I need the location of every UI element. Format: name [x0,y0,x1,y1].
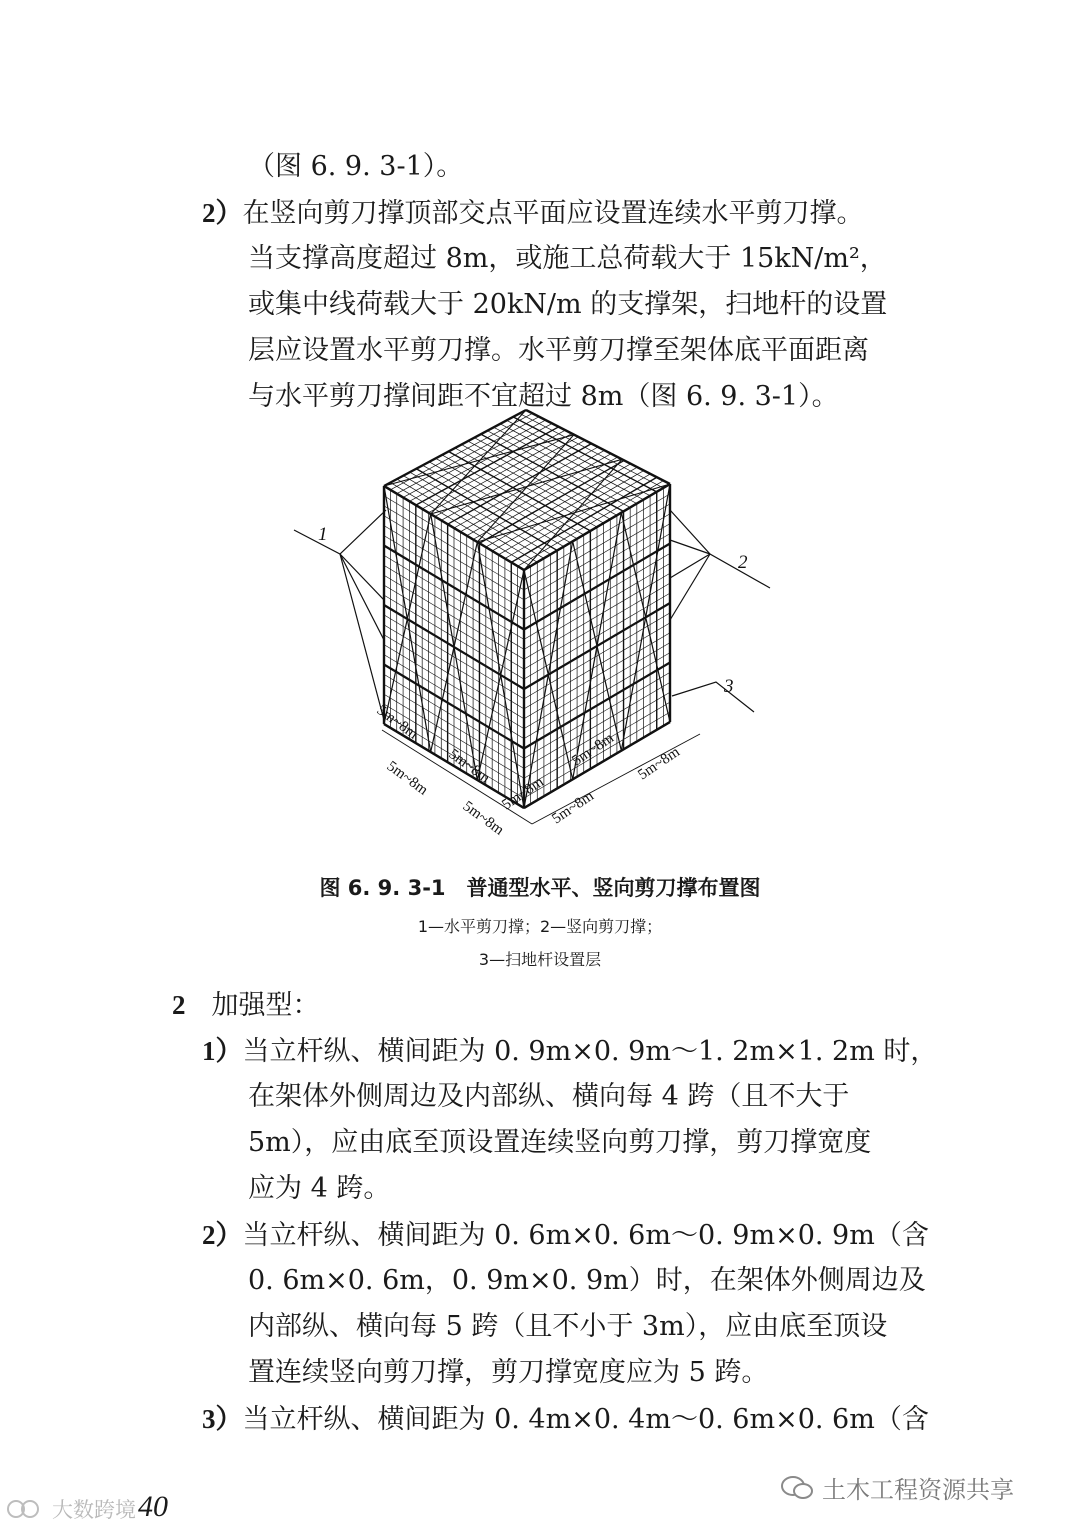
dim-label: 5m~8m [499,774,547,814]
label-1: 1 [318,524,328,545]
watermark-logo: 大数跨境 [6,1494,136,1524]
text-line: 当支撑高度超过 8m，或施工总荷载大于 15kN/m²， [248,243,887,274]
dim-label: 5m~8m [549,788,597,828]
item-number: 2） [202,1220,243,1250]
text-line: 或集中线荷载大于 20kN/m 的支撑架，扫地杆的设置 [248,289,888,320]
item-number: 1） [202,1036,243,1066]
text-line: 层应设置水平剪刀撑。水平剪刀撑至架体底平面距离 [248,335,869,366]
label-2: 2 [738,552,748,573]
figure-legend-line: 3—扫地杆设置层 [478,950,602,969]
text-line: 在架体外侧周边及内部纵、横向每 4 跨（且不大于 [248,1081,850,1112]
list-item-2: 2）当立杆纵、横间距为 0. 6m×0. 6m～0. 9m×0. 9m（含 [202,1220,929,1251]
watermark: 土木工程资源共享 [780,1470,1014,1505]
text-line: 应为 4 跨。 [248,1173,391,1204]
page-number: 40 [138,1490,168,1523]
figure-caption: 图 6. 9. 3-1 普通型水平、竖向剪刀撑布置图 [319,876,761,900]
wechat-icon [780,1474,814,1502]
item-number: 2） [202,198,243,228]
scaffold-diagram [280,400,800,850]
dim-label: 5m~8m [459,798,507,839]
dim-label: 5m~8m [445,746,493,787]
figure-legend-line: 1—水平剪刀撑；2—竖向剪刀撑； [417,917,663,936]
list-item-3: 3）当立杆纵、横间距为 0. 4m×0. 4m～0. 6m×0. 6m（含 [202,1404,929,1435]
text-line: 与水平剪刀撑间距不宜超过 8m（图 6. 9. 3-1）。 [248,381,839,412]
list-item-1: 1）当立杆纵、横间距为 0. 9m×0. 9m～1. 2m×1. 2m 时， [202,1036,938,1067]
text-line: （图 6. 9. 3-1）。 [248,151,464,182]
text-line: 5m），应由底至顶设置连续竖向剪刀撑，剪刀撑宽度 [248,1127,872,1158]
dim-label: 5m~8m [373,702,421,743]
item-number: 3） [202,1404,243,1434]
label-3: 3 [724,676,734,697]
dim-label: 5m~8m [569,730,617,770]
text-line: 内部纵、横向每 5 跨（且不小于 3m），应由底至顶设 [248,1311,888,1342]
brand-logo-icon [6,1498,46,1520]
dim-label: 5m~8m [383,758,431,799]
text-line: 0. 6m×0. 6m，0. 9m×0. 9m）时，在架体外侧周边及 [248,1265,926,1296]
list-item-2: 2）在竖向剪刀撑顶部交点平面应设置连续水平剪刀撑。 [202,198,864,229]
section-heading: 2 加强型： [172,990,320,1021]
text-line: 置连续竖向剪刀撑，剪刀撑宽度应为 5 跨。 [248,1357,769,1388]
section-number: 2 [172,990,186,1020]
dim-label: 5m~8m [635,744,683,784]
